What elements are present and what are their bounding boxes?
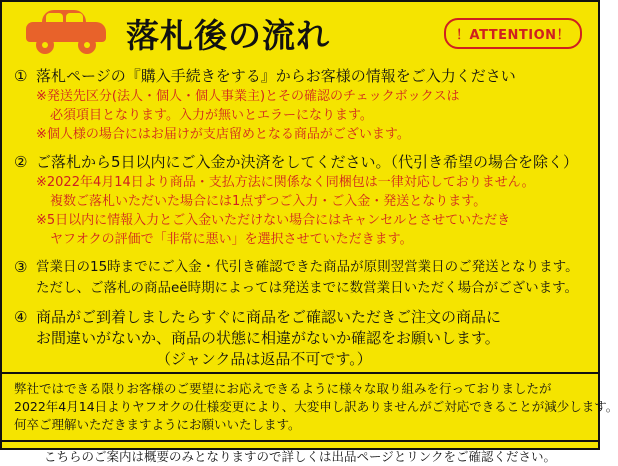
list-item [14, 66, 586, 144]
steps-list [2, 64, 598, 370]
footer-line: 何卒ご理解いただきますようにお願いいたします。 [14, 417, 301, 432]
step-note: ※2022年4月14日より商品・支払方法に関係なく同梱包は一律対応しておりません。 [36, 175, 535, 190]
step-line: 落札ページの『購入手続きをする』からお客様の情報をご入力ください [36, 67, 516, 85]
footer-bottom-line: こちらのご案内は概要のみとなりますので詳しくは出品ページとリンクをご確認ください。 [43, 449, 556, 464]
attention-badge: ！ATTENTION！ [444, 18, 582, 49]
page-header [2, 2, 598, 64]
list-item [14, 257, 586, 299]
step-marker: ③ [14, 258, 28, 276]
step-note: ヤフオクの評価で「非常に悪い」を選択させていただきます。 [50, 232, 413, 247]
footer-note [2, 372, 618, 436]
step-note: ※5日以内に情報入力とご入金いただけない場合にはキャンセルとさせていただき [36, 213, 511, 228]
step-note: 複数ご落札いただいた場合には1点ずつご入力・ご入金・発送となります。 [50, 194, 487, 209]
step-body [36, 66, 586, 144]
step-line: 商品がご到着しましたらすぐに商品をご確認いただきご注文の商品に [36, 308, 502, 326]
step-line: ご落札から5日以内にご入金か決済をしてください。（代引き希望の場合を除く） [36, 153, 579, 171]
step-line: （ジャンク品は返品不可です。） [156, 350, 372, 368]
step-marker: ② [14, 153, 28, 171]
step-note: ※発送先区分(法人・個人・個人事業主)とその確認のチェックボックスは [36, 89, 460, 104]
step-marker: ④ [14, 308, 28, 326]
footer-line: 弊社ではできる限りお客様のご要望にお応えできるように様々な取り組みを行っておりましたが [14, 381, 552, 396]
step-body [36, 307, 586, 370]
step-body [36, 257, 586, 299]
step-line: お間違いがないか、商品の状態に相違がないか確認をお願いします。 [36, 329, 500, 347]
page-title: 落札後の流れ [126, 15, 330, 55]
step-line: ただし、ご落札の商品её時期によっては発送までに数営業日いただく場合がございます。 [36, 280, 579, 296]
step-line: 営業日の15時までにご入金・代引き確認できた商品が原則翌営業日のご発送となります。 [36, 259, 579, 275]
footer-line: 2022年4月14日よりヤフオクの仕様変更により、大変申し訳ありませんがご対応できることが減少します。 [14, 399, 618, 414]
car-icon [20, 8, 112, 58]
list-item [14, 307, 586, 370]
step-body [36, 152, 586, 249]
footer-bottom [2, 440, 598, 466]
step-note: ※個人様の場合にはお届けが支店留めとなる商品がございます。 [36, 127, 410, 142]
step-note: 必須項目となります。入力が無いとエラーになります。 [50, 108, 373, 123]
step-marker: ① [14, 67, 28, 85]
list-item [14, 152, 586, 249]
